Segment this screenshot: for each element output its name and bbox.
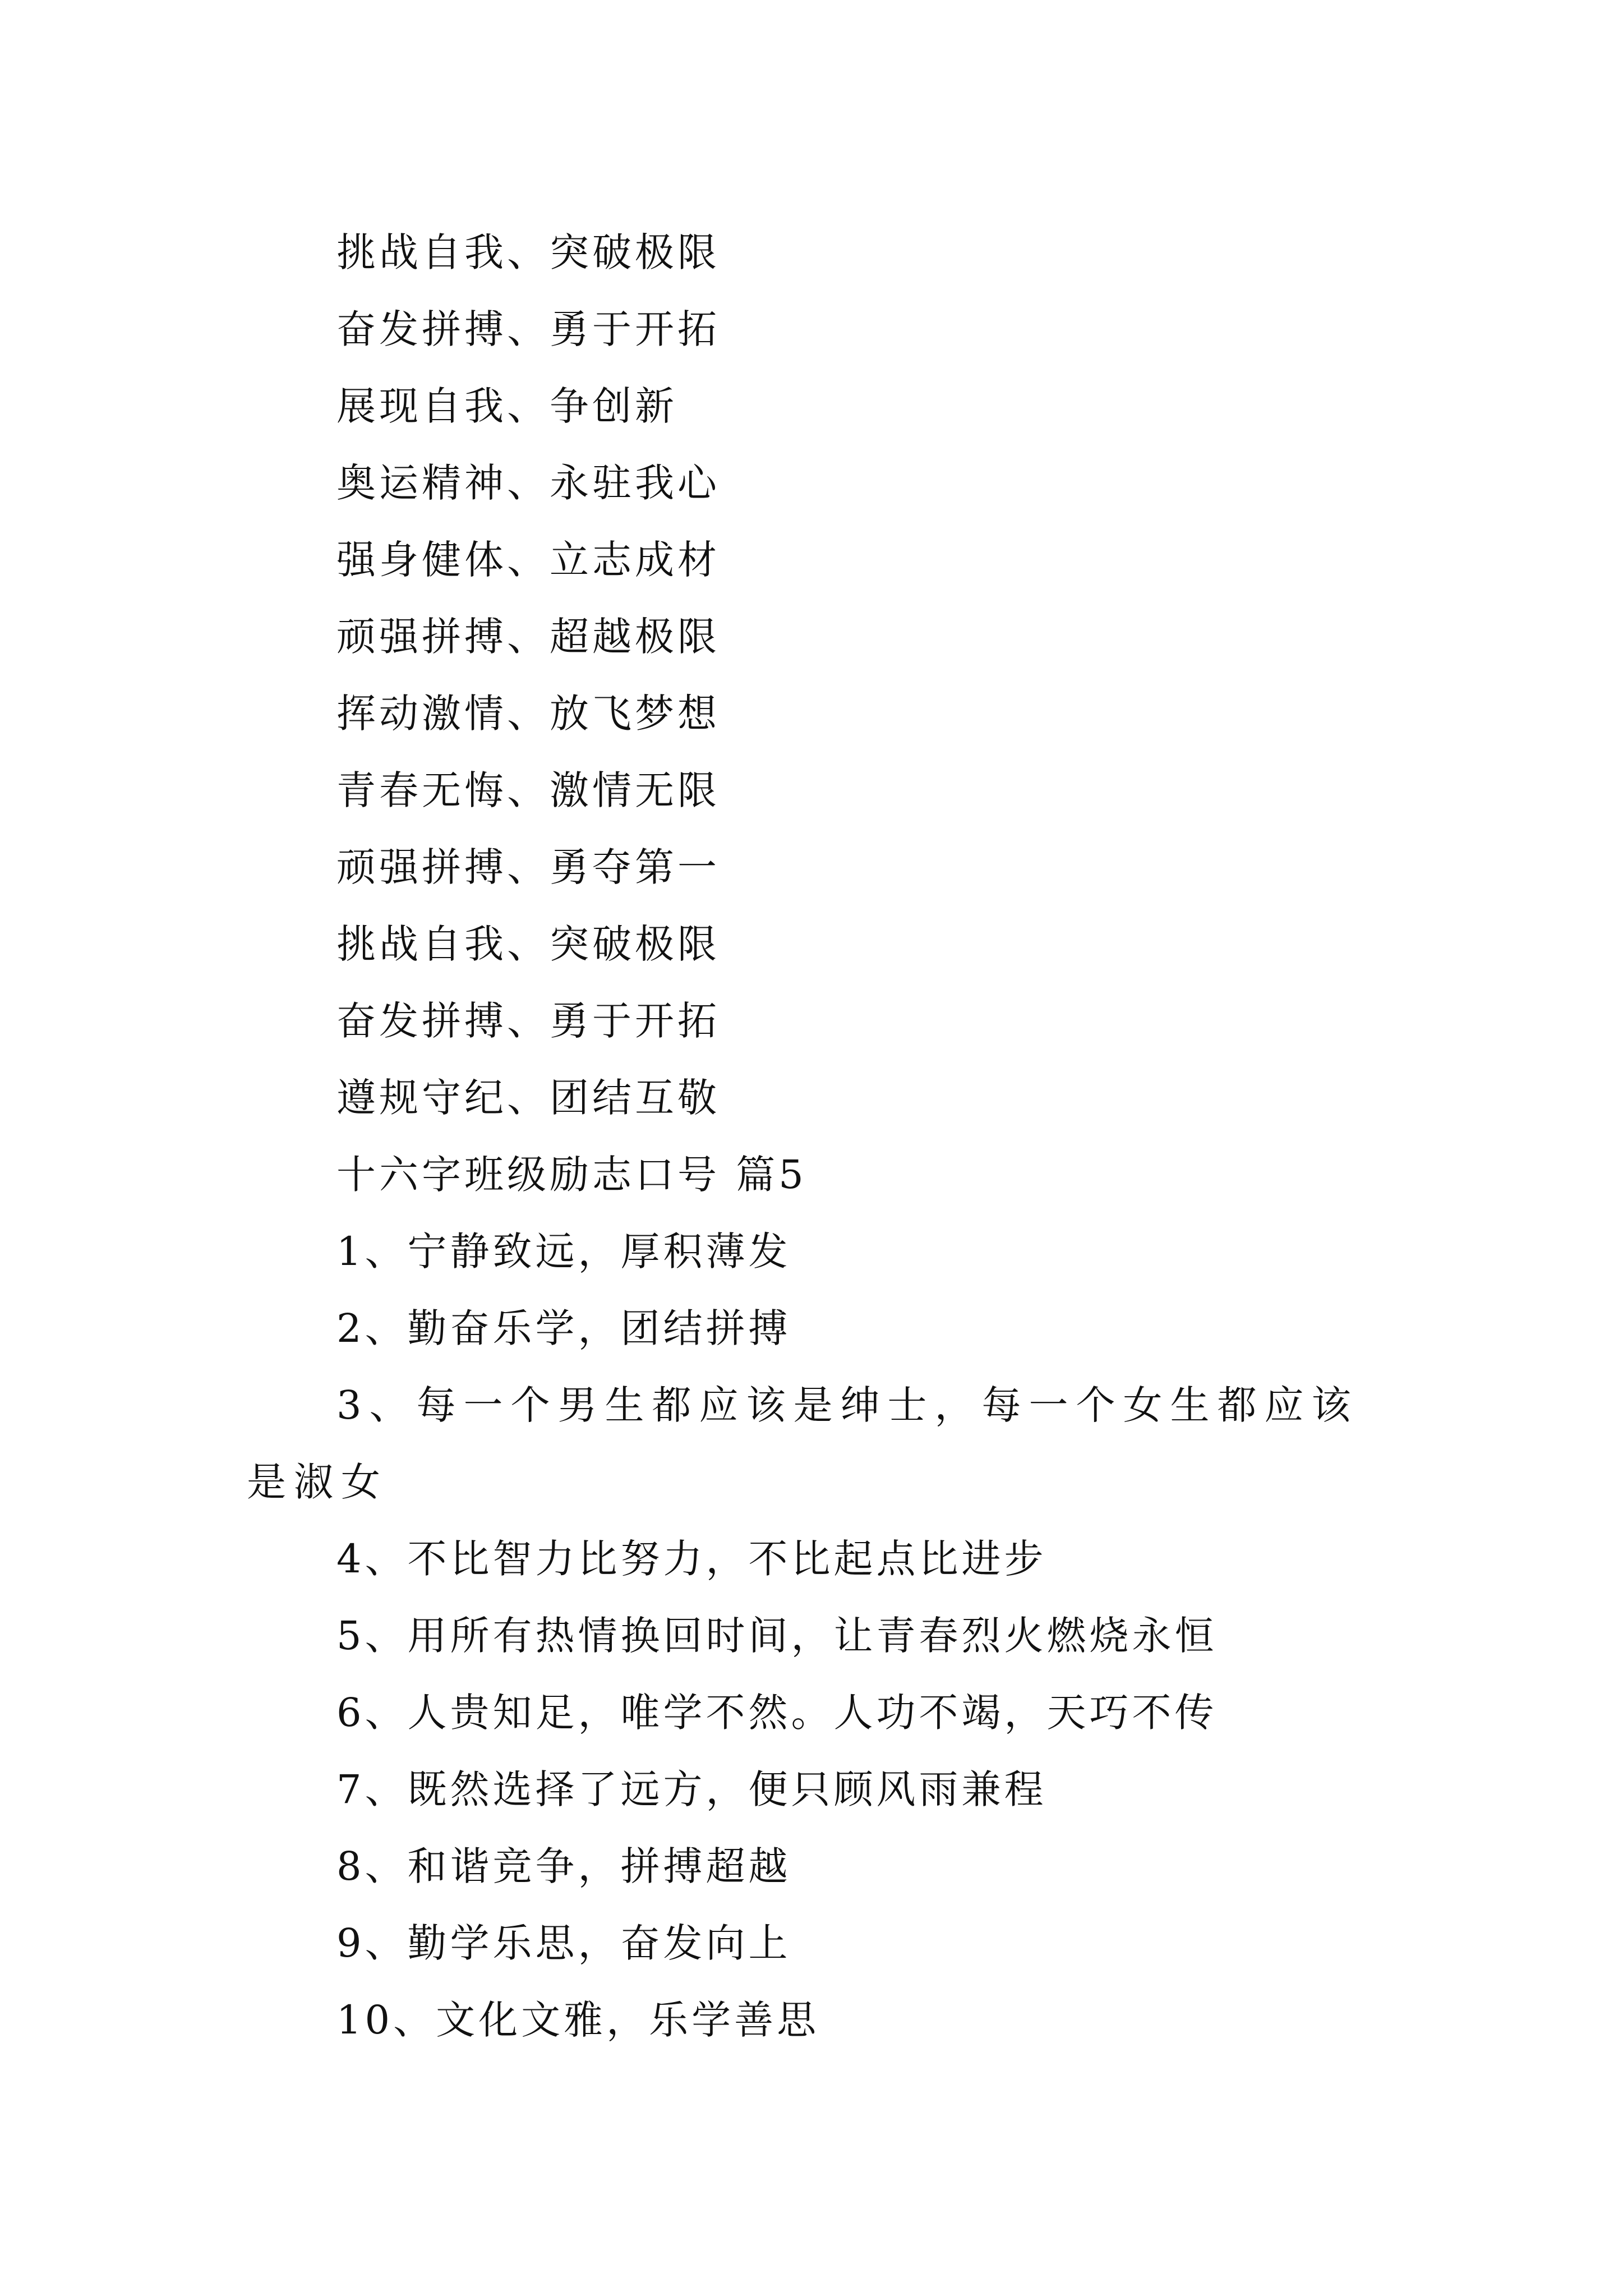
slogan-line: 挥动激情、放飞梦想 xyxy=(336,691,720,737)
numbered-item: 5、用所有热情换回时间，让青春烈火燃烧永恒 xyxy=(336,1613,1218,1659)
slogan-line: 奥运精神、永驻我心 xyxy=(336,460,720,506)
numbered-item: 3、每一个男生都应该是绅士，每一个女生都应该是淑女 xyxy=(247,1382,1359,1505)
numbered-item: 4、不比智力比努力，不比起点比进步 xyxy=(336,1536,1047,1582)
numbered-item: 8、和谐竞争，拼搏超越 xyxy=(336,1843,791,1889)
slogan-line: 挑战自我、突破极限 xyxy=(336,921,720,967)
slogan-line: 奋发拼搏、勇于开拓 xyxy=(336,998,720,1044)
slogan-line: 奋发拼搏、勇于开拓 xyxy=(336,306,720,352)
slogan-line: 展现自我、争创新 xyxy=(336,383,677,429)
numbered-item: 1、宁静致远，厚积薄发 xyxy=(336,1228,791,1274)
slogan-line: 强身健体、立志成材 xyxy=(336,537,720,583)
slogan-line: 顽强拼搏、勇夺第一 xyxy=(336,844,720,890)
numbered-item: 2、勤奋乐学，团结拼搏 xyxy=(336,1305,791,1351)
numbered-item: 10、文化文雅，乐学善思 xyxy=(336,1997,820,2043)
numbered-item: 6、人贵知足，唯学不然。人功不竭，天巧不传 xyxy=(336,1690,1218,1736)
slogan-line: 顽强拼搏、超越极限 xyxy=(336,614,720,660)
slogan-line: 青春无悔、激情无限 xyxy=(336,767,720,813)
slogan-line: 遵规守纪、团结互敬 xyxy=(336,1075,720,1121)
section-heading: 十六字班级励志口号 篇5 xyxy=(336,1152,807,1198)
document-body xyxy=(247,214,1385,2059)
numbered-item: 7、既然选择了远方，便只顾风雨兼程 xyxy=(336,1766,1047,1812)
numbered-item: 9、勤学乐思，奋发向上 xyxy=(336,1920,791,1966)
slogan-line: 挑战自我、突破极限 xyxy=(336,229,720,275)
